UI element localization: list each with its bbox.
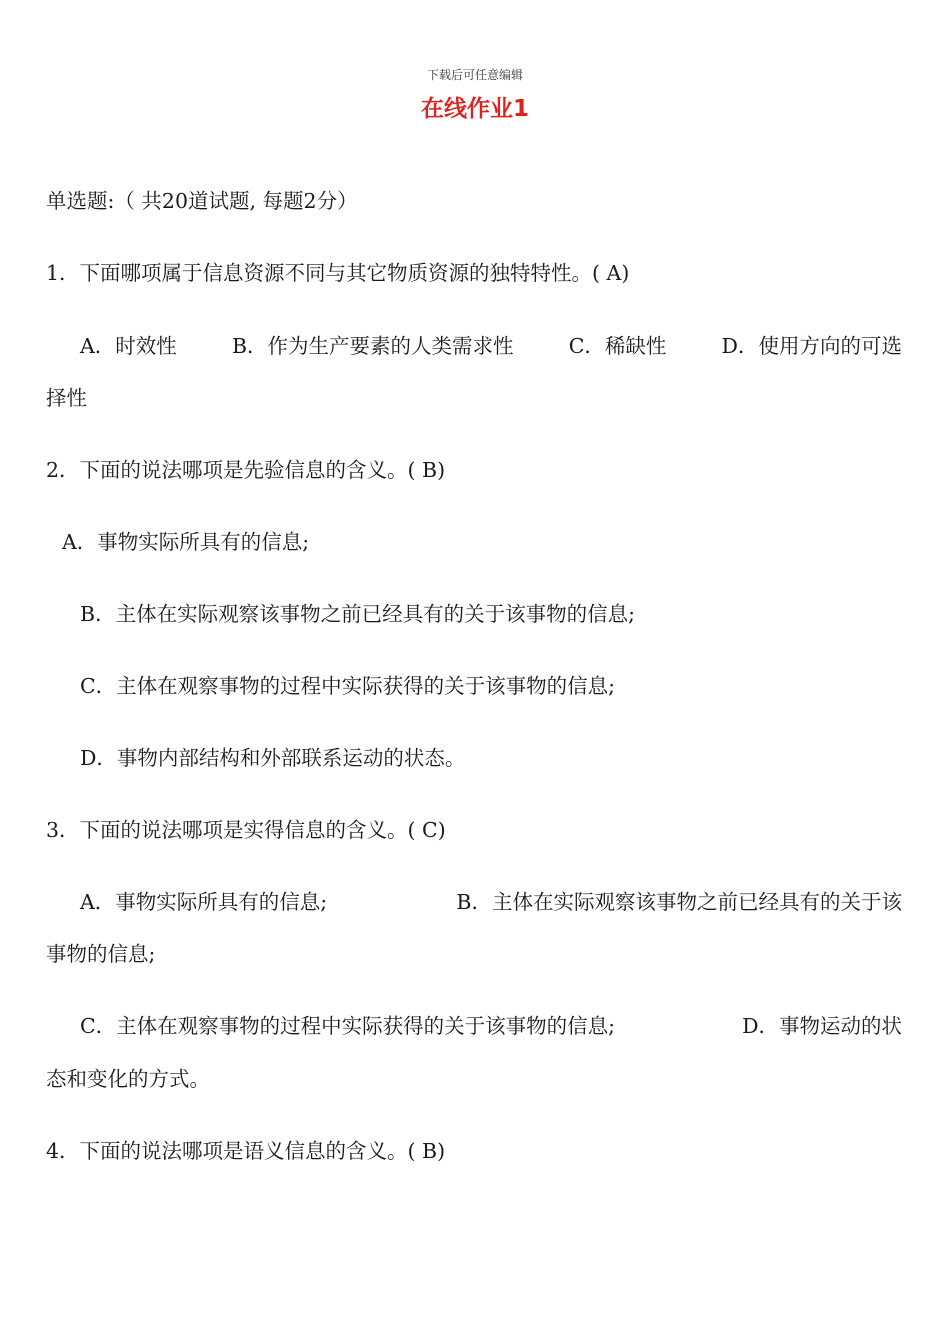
question-4-stem: 4．下面的说法哪项是语义信息的含义。( B) [46,1139,446,1163]
question-3-option-d: D．事物运动的状 [742,1014,902,1038]
question-3-options-row-2 [80,1011,902,1041]
question-3-option-b-continuation: 事物的信息; [46,942,156,966]
question-1-option-b: B．作为生产要素的人类需求性 [231,334,514,358]
question-3-option-b: B．主体在实际观察该事物之前已经具有的关于该 [456,890,902,914]
question-3-option-d-continuation: 态和变化的方式。 [46,1067,210,1091]
question-1-option-a: A．时效性 [80,334,177,358]
question-2-option-c: C．主体在观察事物的过程中实际获得的关于该事物的信息; [80,674,616,698]
question-1-stem: 1．下面哪项属于信息资源不同与其它物质资源的独特特性。( A) [46,261,630,285]
question-1-option-c: C．稀缺性 [568,334,667,358]
section-heading: 单选题:（ 共20道试题, 每题2分） [46,189,358,213]
question-1-options-row [80,331,902,361]
question-1-option-d: D．使用方向的可选 [721,334,902,358]
question-3-option-a: A．事物实际所具有的信息; [80,890,328,914]
question-3-stem: 3．下面的说法哪项是实得信息的含义。( C) [46,818,446,842]
question-2-option-a: A．事物实际所具有的信息; [62,530,310,554]
question-2-option-b: B．主体在实际观察该事物之前已经具有的关于该事物的信息; [80,602,635,626]
page-header-note: 下载后可任意编辑 [426,68,523,82]
question-2-stem: 2．下面的说法哪项是先验信息的含义。( B) [46,458,446,482]
question-3-option-c: C．主体在观察事物的过程中实际获得的关于该事物的信息; [80,1014,616,1038]
question-3-options-row-1 [80,887,902,917]
question-2-option-d: D．事物内部结构和外部联系运动的状态。 [80,746,466,770]
question-1-option-d-continuation: 择性 [46,386,87,410]
document-title: 在线作业1 [420,96,529,122]
